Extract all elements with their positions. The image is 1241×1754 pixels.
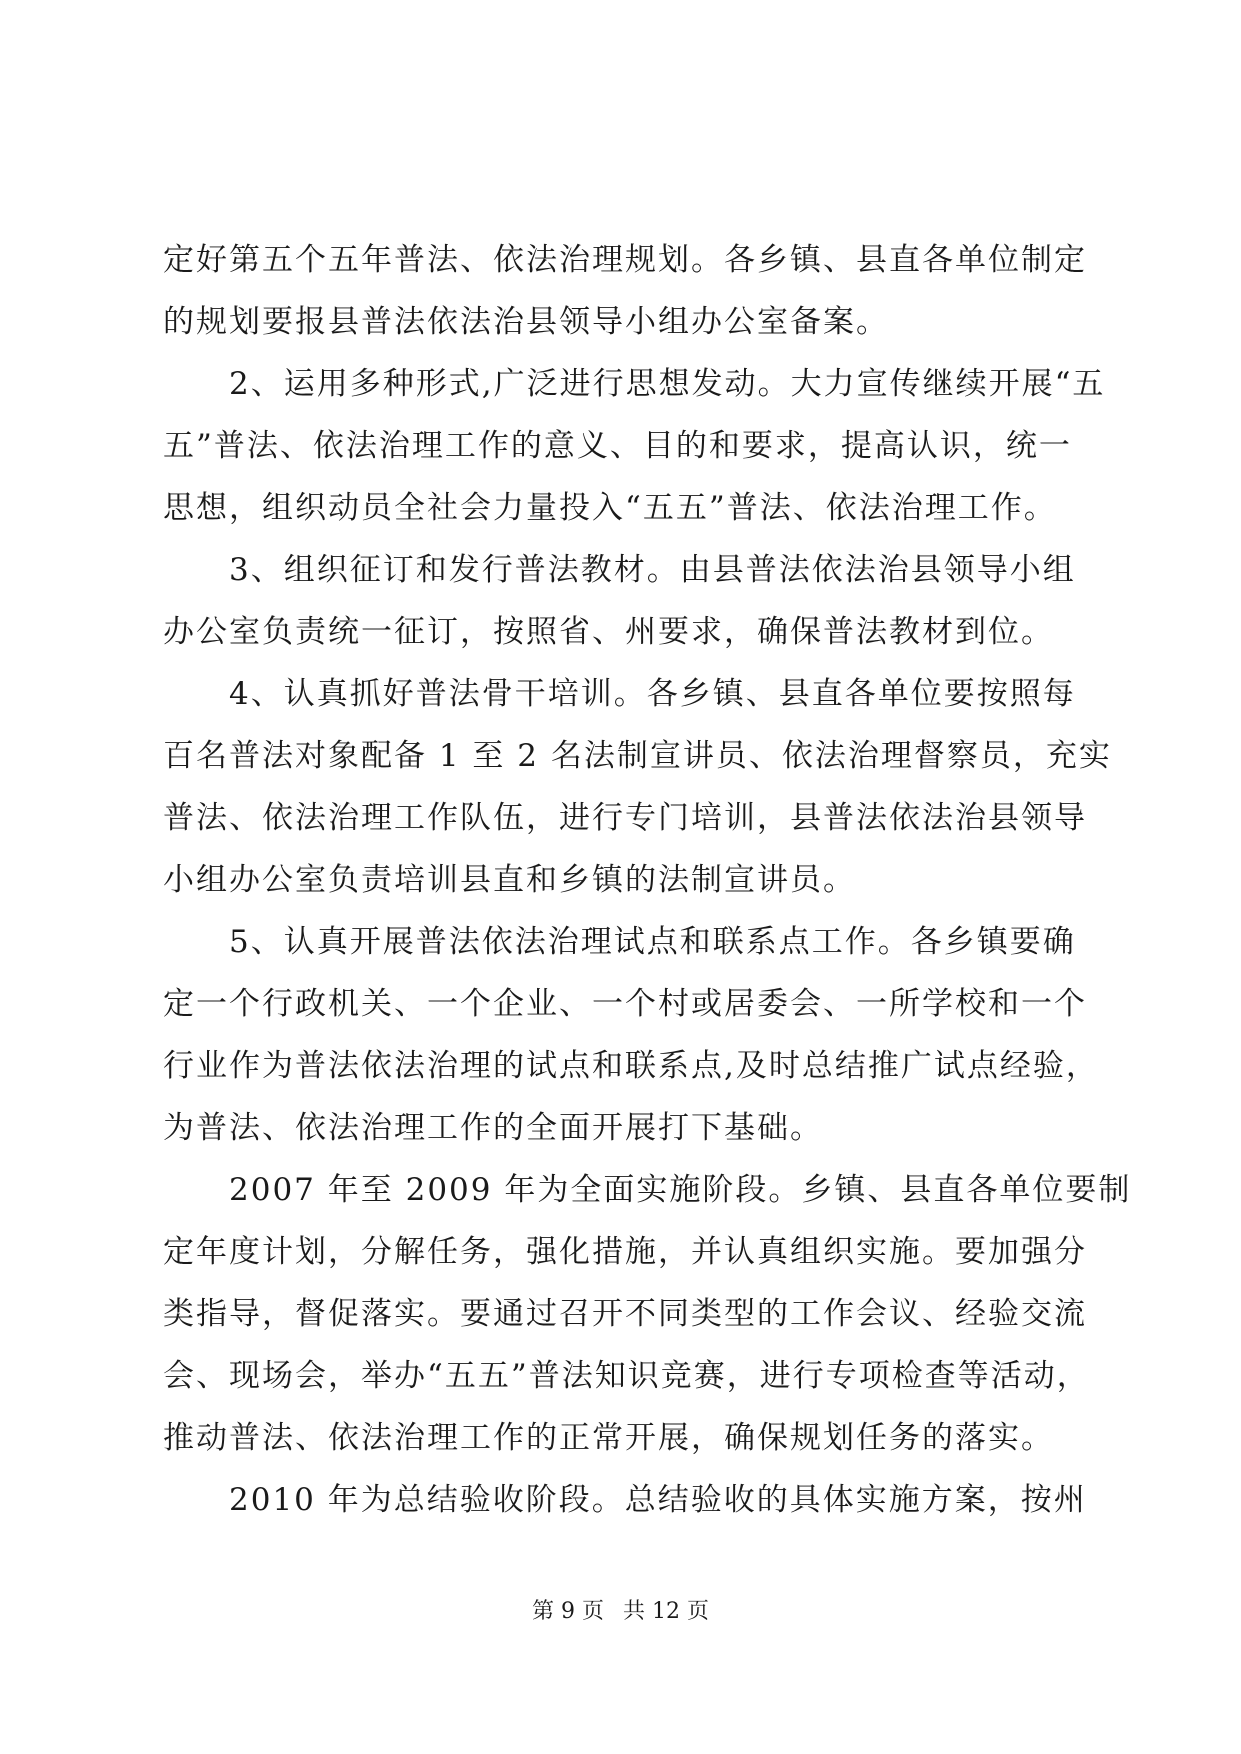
text-line: 百名普法对象配备 1 至 2 名法制宣讲员、依法治理督察员，充实 xyxy=(163,738,1112,774)
text-line: 思想，组织动员全社会力量投入“五五”普法、依法治理工作。 xyxy=(163,490,1057,526)
text-line: 行业作为普法依法治理的试点和联系点,及时总结推广试点经验， xyxy=(163,1048,1099,1084)
page-number-total: 共 12 页 xyxy=(623,1599,709,1624)
text-line: 定一个行政机关、一个企业、一个村或居委会、一所学校和一个 xyxy=(163,986,1087,1022)
text-line: 4、认真抓好普法骨干培训。各乡镇、县直各单位要按照每 xyxy=(229,676,1076,712)
text-line: 办公室负责统一征订，按照省、州要求，确保普法教材到位。 xyxy=(163,614,1054,650)
text-line: 会、现场会，举办“五五”普法知识竞赛，进行专项检查等活动， xyxy=(163,1358,1090,1394)
text-line: 类指导，督促落实。要通过召开不同类型的工作会议、经验交流 xyxy=(163,1296,1087,1332)
page-number-current: 第 9 页 xyxy=(532,1599,604,1624)
text-line: 2、运用多种形式,广泛进行思想发动。大力宣传继续开展“五 xyxy=(229,366,1106,402)
text-line: 3、组织征订和发行普法教材。由县普法依法治县领导小组 xyxy=(229,552,1076,588)
text-line: 为普法、依法治理工作的全面开展打下基础。 xyxy=(163,1110,823,1146)
text-line: 推动普法、依法治理工作的正常开展，确保规划任务的落实。 xyxy=(163,1420,1054,1456)
text-line: 5、认真开展普法依法治理试点和联系点工作。各乡镇要确 xyxy=(229,924,1076,960)
text-line: 小组办公室负责培训县直和乡镇的法制宣讲员。 xyxy=(163,862,856,898)
text-line: 定年度计划，分解任务，强化措施，并认真组织实施。要加强分 xyxy=(163,1234,1087,1270)
text-line: 2010 年为总结验收阶段。总结验收的具体实施方案，按州 xyxy=(229,1482,1087,1518)
text-line: 2007 年至 2009 年为全面实施阶段。乡镇、县直各单位要制 xyxy=(229,1172,1132,1208)
page-footer xyxy=(0,1597,1241,1627)
text-line: 定好第五个五年普法、依法治理规划。各乡镇、县直各单位制定 xyxy=(163,242,1087,278)
text-line: 五”普法、依法治理工作的意义、目的和要求，提高认识，统一 xyxy=(163,428,1072,464)
text-line: 的规划要报县普法依法治县领导小组办公室备案。 xyxy=(163,304,889,340)
text-line: 普法、依法治理工作队伍，进行专门培训，县普法依法治县领导 xyxy=(163,800,1087,836)
